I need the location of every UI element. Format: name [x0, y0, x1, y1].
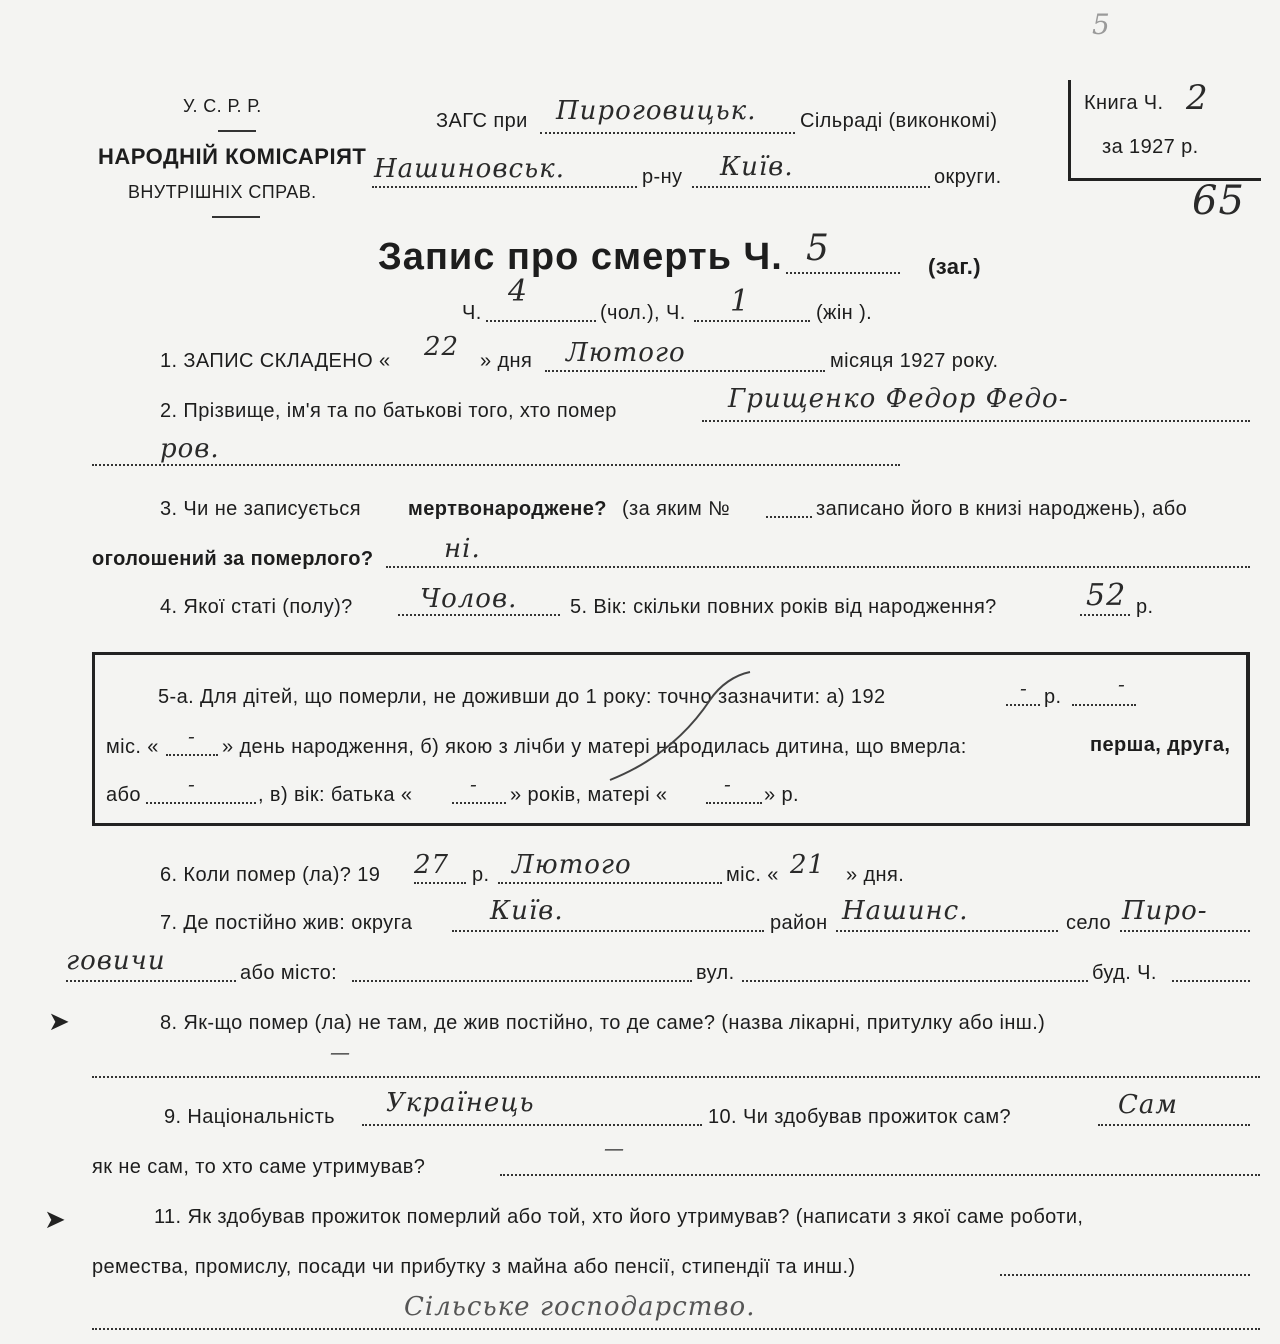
margin-tick-mark-1: ➤	[48, 1006, 70, 1036]
q1-prefix: 1. ЗАПИС СКЛАДЕНО «	[160, 350, 391, 372]
q5a-line1: 5-а. Для дітей, що померли, не доживши до 1 року: точно зазначити: а) 192	[158, 686, 886, 708]
q5a-father: -	[470, 772, 478, 796]
q3-label-part2: (за яким №	[622, 498, 731, 520]
q5a-order-dots	[146, 802, 256, 804]
q11-line2: ремества, промислу, посади чи прибутку з майна або пенсії, стипендії та инш.)	[92, 1256, 856, 1278]
q2-dots-1	[702, 420, 1250, 422]
q7-label: 7. Де постійно жив: округа	[160, 912, 413, 934]
zags-value: Пироговицьк.	[556, 96, 757, 126]
q1-mid: » дня	[480, 350, 533, 372]
commissariat-line1: НАРОДНІЙ КОМІСАРІЯТ	[98, 144, 367, 169]
top-mark: 5	[1092, 8, 1111, 41]
q11-value-dots	[92, 1328, 1260, 1330]
book-number: 2	[1186, 78, 1209, 118]
q5-value: 52	[1086, 578, 1127, 613]
q4-value: Чолов.	[420, 584, 518, 614]
q6-r: р.	[472, 864, 490, 886]
female-label: (жін ).	[816, 302, 873, 324]
q7-misto-dots	[352, 980, 692, 982]
zags-prefix: ЗАГС при	[436, 110, 528, 132]
q11-value: Сільське господарство.	[404, 1292, 756, 1322]
q5a-r: р.	[1044, 686, 1062, 708]
q10-value: Сам	[1118, 1090, 1178, 1120]
q5a-mother: -	[724, 772, 732, 796]
q6-year: 27	[414, 850, 450, 880]
q1-day: 22	[424, 332, 460, 362]
q5a-line2-prefix: міс. «	[106, 736, 159, 758]
q4-label: 4. Якої статі (полу)?	[160, 596, 353, 618]
book-label: Книга Ч.	[1084, 92, 1164, 114]
q5-label: 5. Вік: скільки повних років від народження?	[570, 596, 997, 618]
book-year: за 1927 р.	[1102, 136, 1199, 158]
q5a-month: -	[1118, 672, 1126, 696]
q8-label: 8. Як-що помер (ла) не там, де жив постійно, то де саме? (назва лікарні, притулку або інш.)	[160, 1012, 1046, 1034]
q5a-line2-mid: » день народження, б) якою з лічби у матері народилась дитина, що вмерла:	[222, 736, 967, 758]
okruha-value: Київ.	[720, 152, 794, 182]
rayon-value: Нашиновськ.	[374, 154, 565, 184]
q9-dots	[362, 1124, 702, 1126]
header-rule-1	[218, 130, 256, 132]
q5-dots	[1080, 614, 1130, 616]
q5a-father-dots	[452, 802, 506, 804]
q5-suffix: р.	[1136, 596, 1154, 618]
q5a-line3-prefix: або	[106, 784, 141, 806]
header-rule-2	[212, 216, 260, 218]
q5a-month-dots	[1072, 704, 1136, 706]
q9-label: 9. Національність	[164, 1106, 335, 1128]
rayon-dots	[372, 186, 637, 188]
q5a-line3-mid2: » років, матері «	[510, 784, 668, 806]
male-count: 4	[508, 274, 529, 309]
q2-value-line2: ров.	[160, 434, 220, 464]
q5a-line3-mid: , в) вік: батька «	[258, 784, 413, 806]
q7-misto-label: або місто:	[240, 962, 338, 984]
q6-label: 6. Коли помер (ла)? 19	[160, 864, 381, 886]
rayon-label: р-ну	[642, 166, 683, 188]
q8-value: —	[330, 1040, 351, 1064]
okruha-dots	[692, 186, 930, 188]
record-number-dots	[786, 272, 900, 274]
q1-month-dots	[545, 370, 825, 372]
q1-month: Лютого	[566, 338, 686, 368]
zags-suffix: Сільраді (виконкомі)	[800, 110, 998, 132]
side-mark: 65	[1192, 178, 1245, 224]
q11-line1: 11. Як здобував прожиток померлий або той, хто його утримував? (написати з якої саме роботи,	[154, 1206, 1084, 1228]
q10-line2-dots	[500, 1174, 1260, 1176]
q6-suffix: » дня.	[846, 864, 905, 886]
q6-mis: міс. «	[726, 864, 779, 886]
margin-tick-mark-2: ➤	[44, 1204, 66, 1234]
female-count: 1	[730, 284, 751, 319]
q2-label: 2. Прізвище, ім'я та по батькові того, хто помер	[160, 400, 617, 422]
male-dots	[486, 320, 596, 322]
q3-value-dots	[386, 566, 1250, 568]
q10-line2: як не сам, то хто саме утримував?	[92, 1156, 426, 1178]
q11-line2-dots	[1000, 1274, 1250, 1276]
q2-dots-2	[92, 464, 900, 466]
male-label: (чол.), Ч.	[600, 302, 686, 324]
q7-selo: Пиро-	[1122, 896, 1208, 926]
q7-rayon: Нашинс.	[842, 896, 969, 926]
q6-month-dots	[498, 882, 722, 884]
q7-selo-label: село	[1066, 912, 1112, 934]
ch-label-1: Ч.	[462, 302, 482, 324]
q7-selo-cont: говичи	[66, 946, 166, 976]
q7-okruha-dots	[452, 930, 764, 932]
q7-selo-dots	[1120, 930, 1250, 932]
q5a-line3-suffix: » р.	[764, 784, 799, 806]
q3-label-part1: 3. Чи не записується	[160, 498, 361, 520]
q8-dots	[92, 1076, 1260, 1078]
q6-year-dots	[414, 882, 466, 884]
q5a-day: -	[188, 724, 196, 748]
q9-value: Українець	[386, 1088, 535, 1118]
q7-okruha: Київ.	[490, 896, 564, 926]
q5a-day-dots	[166, 754, 218, 756]
zags-dots	[540, 132, 795, 134]
q7-rayon-dots	[836, 930, 1058, 932]
commissariat-line2: ВНУТРІШНІХ СПРАВ.	[128, 182, 317, 202]
record-title: Запис про смерть Ч.	[378, 236, 783, 278]
q3-label-part3: записано його в книзі народжень), або	[816, 498, 1188, 520]
q7-bud-dots	[1172, 980, 1250, 982]
q6-day: 21	[790, 850, 826, 880]
q5a-line2-bold: перша, друга,	[1090, 734, 1231, 756]
ussr-label: У. С. Р. Р.	[183, 96, 262, 116]
q6-month: Лютого	[512, 850, 632, 880]
pen-stroke-mark	[600, 670, 760, 790]
q5a-year: -	[1020, 676, 1028, 700]
okruha-label: округи.	[934, 166, 1002, 188]
female-dots	[694, 320, 810, 322]
q3-label-bold: мертвонароджене?	[408, 498, 607, 520]
q7-selo-cont-dots	[66, 980, 236, 982]
q1-suffix: місяця 1927 року.	[830, 350, 999, 372]
record-number: 5	[806, 228, 830, 269]
q7-rayon-label: район	[770, 912, 828, 934]
q5a-year-dots	[1006, 704, 1040, 706]
q7-bud-label: буд. Ч.	[1092, 962, 1157, 984]
q7-vul-label: вул.	[696, 962, 735, 984]
q10-label: 10. Чи здобував прожиток сам?	[708, 1106, 1012, 1128]
q4-dots	[398, 614, 560, 616]
q10-dots	[1098, 1124, 1250, 1126]
q2-value-line1: Грищенко Федор Федо-	[728, 384, 1069, 414]
q3-num-dots	[766, 516, 812, 518]
record-zag: (заг.)	[928, 254, 982, 279]
q5a-mother-dots	[706, 802, 762, 804]
q10-line2-value: —	[604, 1136, 625, 1160]
q3-label-bold2: оголошений за померлого?	[92, 548, 374, 570]
q3-value: ні.	[444, 534, 481, 564]
q5a-order: -	[188, 772, 196, 796]
q7-vul-dots	[742, 980, 1088, 982]
